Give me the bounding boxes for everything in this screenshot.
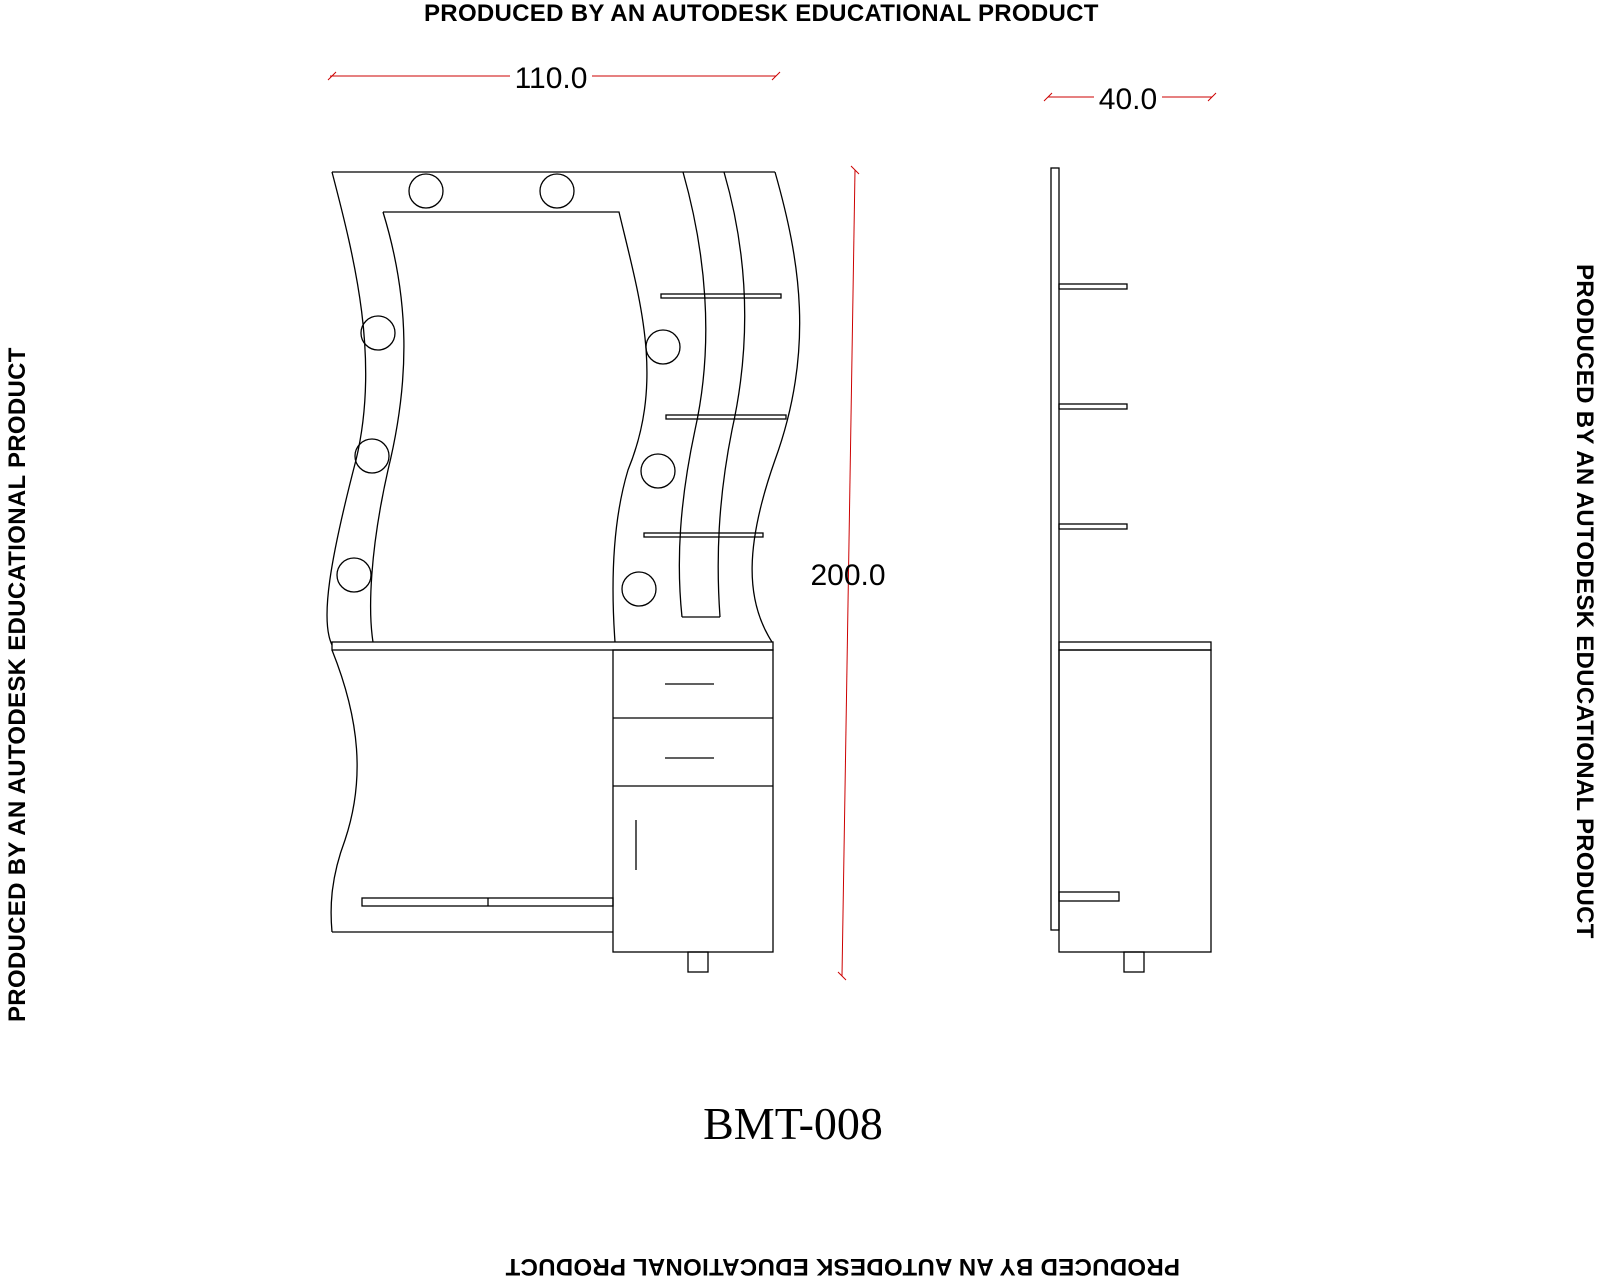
light-bulb-5: [337, 558, 371, 592]
dimension-side-depth-label: 40.0: [1098, 83, 1158, 116]
wall-shelf-3: [644, 533, 763, 537]
dimension-height-label: 200.0: [810, 559, 886, 592]
watermark-left: PRODUCED BY AN AUTODESK EDUCATIONAL PRODUCT: [4, 347, 31, 1022]
side-view: [1051, 168, 1211, 972]
watermark-right: PRODUCED BY AN AUTODESK EDUCATIONAL PRODUCT: [1571, 264, 1598, 939]
desk-top: [332, 642, 773, 650]
watermark-top: PRODUCED BY AN AUTODESK EDUCATIONAL PRODUCT: [424, 0, 1099, 27]
frame-outer-left-edge: [327, 172, 366, 645]
light-bulb-7: [641, 454, 675, 488]
watermark-bottom: PRODUCED BY AN AUTODESK EDUCATIONAL PRODUCT: [505, 1253, 1180, 1280]
side-desk-top: [1059, 642, 1211, 650]
wall-shelf-1: [661, 294, 781, 298]
light-bulb-1: [409, 174, 443, 208]
side-shelf-1: [1059, 284, 1127, 289]
cabinet-body: [613, 650, 773, 952]
light-bulb-3: [361, 316, 395, 350]
light-bulb-8: [622, 572, 656, 606]
light-bulb-6: [646, 330, 680, 364]
shelf-curve-2: [718, 172, 745, 617]
light-bulb-2: [540, 174, 574, 208]
frame-outer-right-edge: [752, 172, 800, 642]
front-view: [327, 172, 800, 972]
side-shelf-3: [1059, 524, 1127, 529]
side-foot: [1124, 952, 1144, 972]
desk-left-body-edge: [331, 650, 357, 932]
side-shelf-2: [1059, 404, 1127, 409]
light-bulb-4: [355, 439, 389, 473]
side-back-panel: [1051, 168, 1059, 930]
shelf-curve-1: [679, 172, 705, 617]
side-footrest: [1059, 892, 1119, 901]
drawing-code-label: BMT-008: [703, 1098, 883, 1149]
cabinet-foot: [688, 952, 708, 972]
side-cabinet: [1059, 650, 1211, 952]
mirror-opening: [371, 212, 647, 642]
wall-shelf-2: [666, 415, 786, 419]
dimension-front-width-label: 110.0: [514, 62, 588, 95]
